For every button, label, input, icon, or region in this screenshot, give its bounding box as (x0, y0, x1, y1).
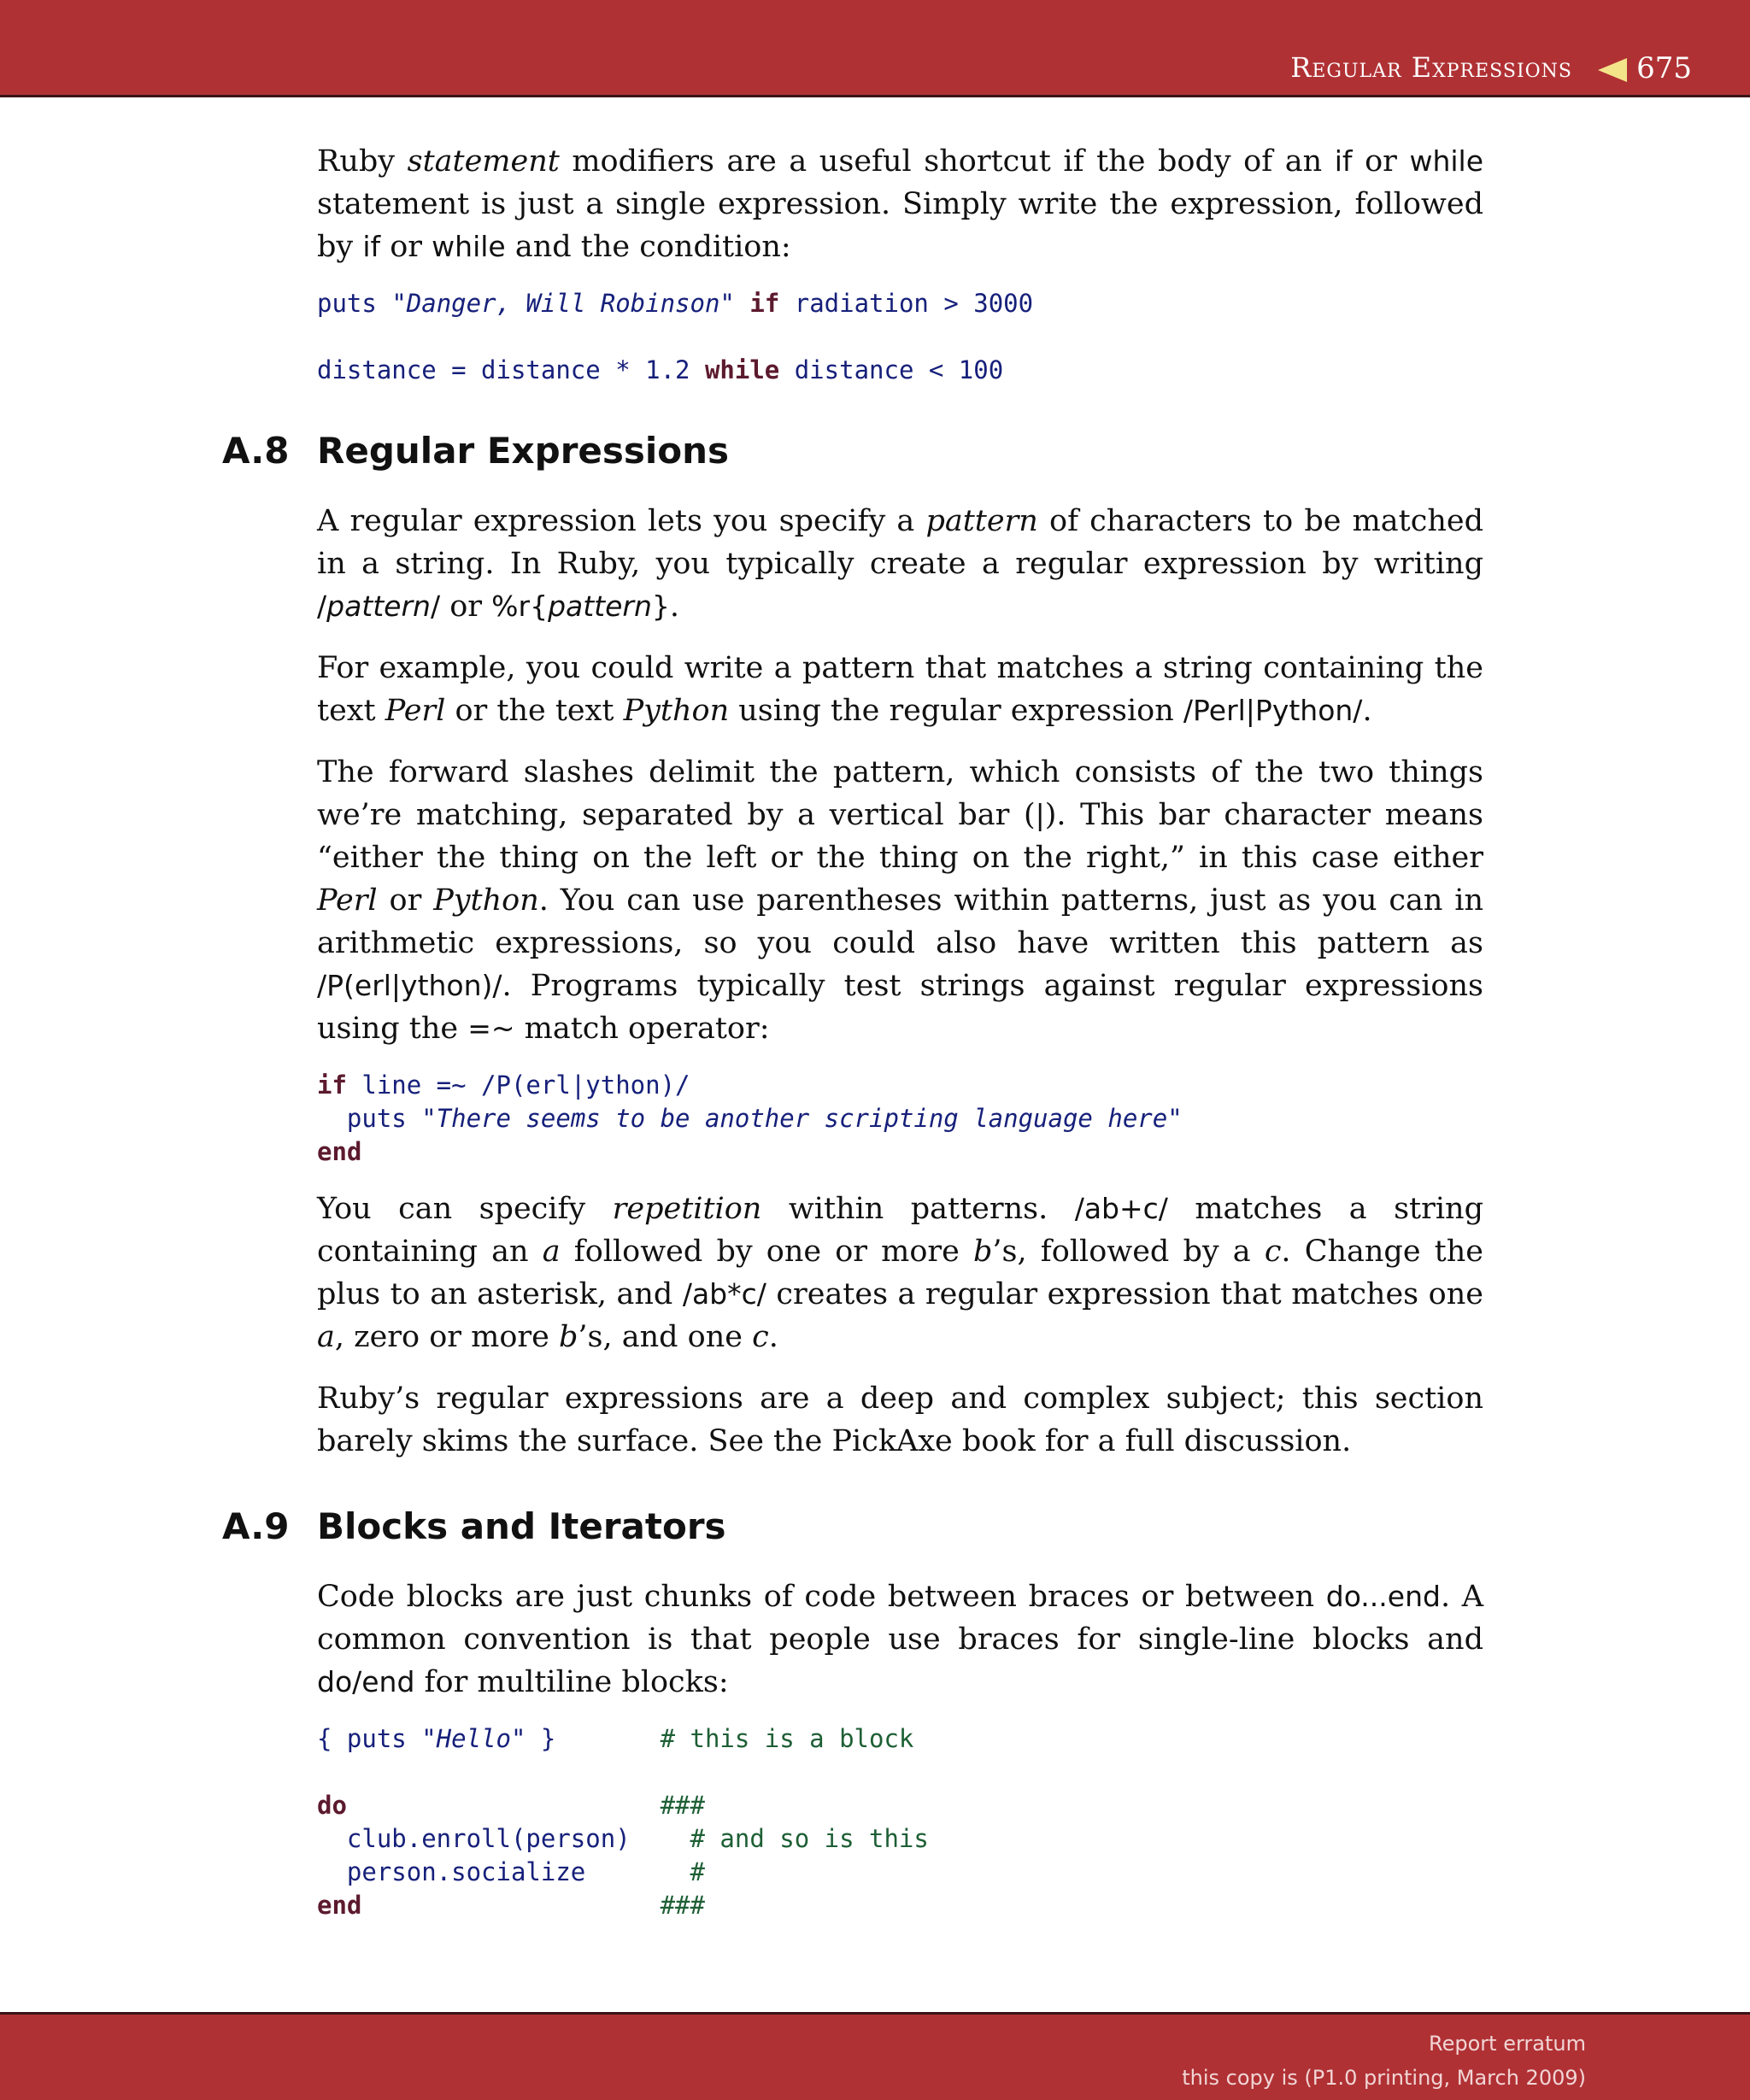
section-heading-a8 (222, 430, 1483, 481)
page-footer (0, 2012, 1750, 2100)
paragraph: The forward slashes delimit the pattern, which consists of the two things we’re matching, separated by a vertical bar (|). This bar character means “either the thing on the left or the thing on the right,” in this case either Perl or Python. You can use parentheses within patterns, just as you can in arithmetic expressions, so you could also have written this pattern as /P(erl|ython)/. Programs typically test strings against regular expressions using the =~ match operator: (317, 755, 1483, 1046)
left-arrow-icon[interactable] (1598, 58, 1627, 82)
code-block-modifiers: puts "Danger, Will Robinson" if radiation > 3000 distance = distance * 1.2 while distance < 100 (317, 289, 1034, 384)
section-heading-a9 (222, 1505, 1483, 1557)
report-erratum-link[interactable]: Report erratum (1429, 2032, 1586, 2056)
paragraph: Code blocks are just chunks of code between braces or between do...end. A common convention is that people use braces for single-line blocks and do/end for multiline blocks: (317, 1580, 1483, 1699)
code-block-regex-match: if line =~ /P(erl|ython)/ puts "There seems to be another scripting language here" end (317, 1071, 1183, 1166)
paragraph: Ruby’s regular expressions are a deep and complex subject; this section barely skims the surface. See the PickAxe book for a full discussion. (317, 1381, 1483, 1458)
page-header (0, 0, 1750, 97)
copy-info: this copy is (P1.0 printing, March 2009) (1182, 2066, 1586, 2090)
section-title: Regular Expressions (317, 430, 730, 472)
paragraph: A regular expression lets you specify a pattern of characters to be matched in a string. In Ruby, you typically create a regular expression by writing /pattern/ or %r{pattern}. (317, 504, 1483, 624)
paragraph: You can specify repetition within patterns. /ab+c/ matches a string containing an a followed by one or more b’s, followed by a c. Change the plus to an asterisk, and /ab*c/ creates a regular expression that matches one a, zero or more b’s, and one c. (317, 1192, 1483, 1354)
page-number: 675 (1636, 51, 1692, 85)
page-body (222, 140, 1483, 1941)
intro-paragraph: Ruby statement modifiers are a useful shortcut if the body of an if or while statement is just a single expression. Simply write the expression, followed by if or while and the condition: (317, 144, 1483, 264)
section-title: Blocks and Iterators (317, 1505, 726, 1547)
section-number: A.9 (222, 1505, 290, 1547)
code-block-blocks: { puts "Hello" } # this is a block do ### club.enroll(person) # and so is this person.socialize # end ### (317, 1724, 929, 1920)
running-head: Regular Expressions (1290, 51, 1572, 84)
paragraph: For example, you could write a pattern that matches a string containing the text Perl or the text Python using the regular expression /Perl|Python/. (317, 651, 1483, 728)
section-number: A.8 (222, 430, 290, 472)
